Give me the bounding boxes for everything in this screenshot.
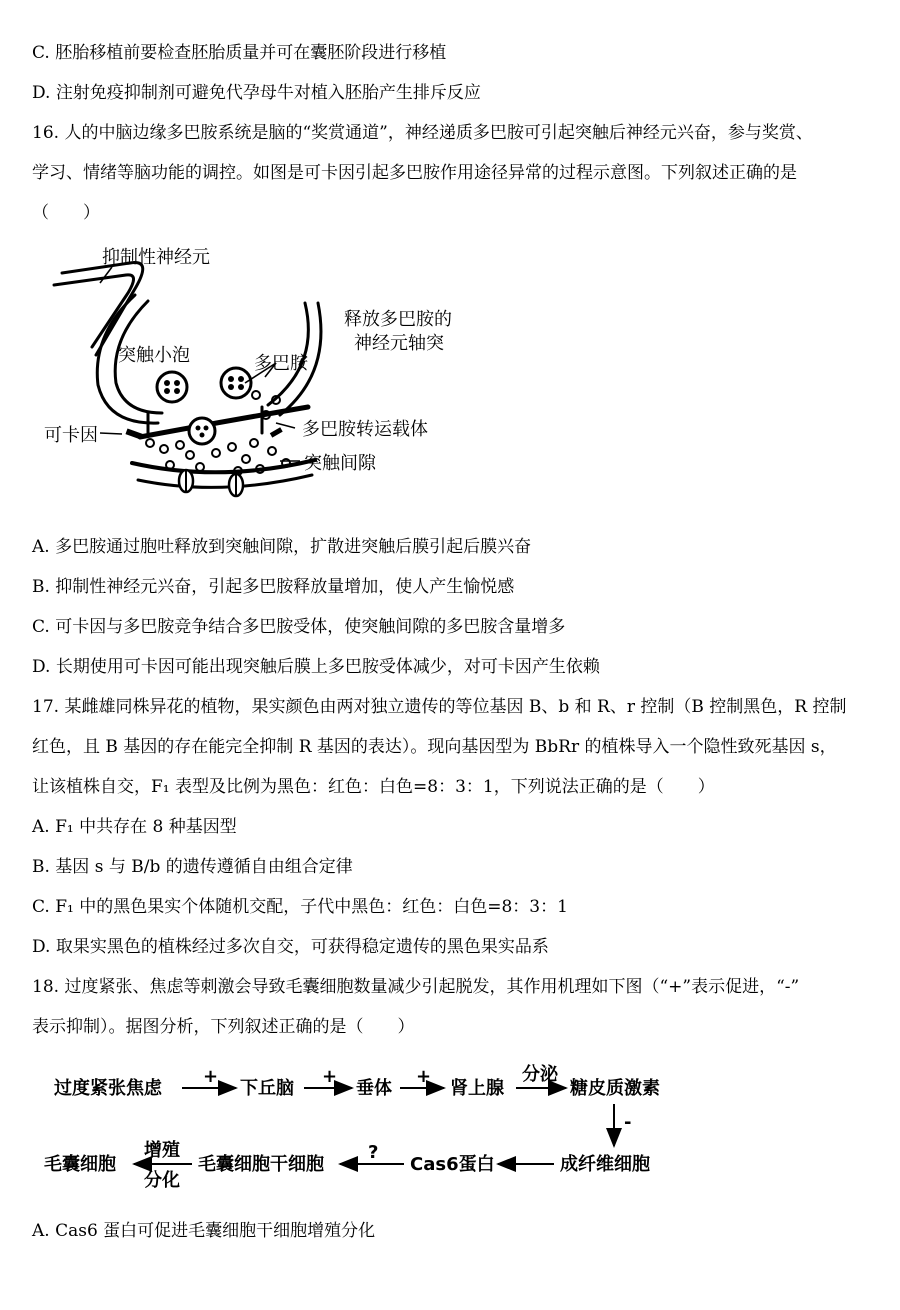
question-18-line2: 表示抑制）。据图分析，下列叙述正确的是（ ） (32, 1017, 415, 1037)
label-cocaine: 可卡因 (44, 425, 98, 446)
label-cleft: 突触间隙 (304, 453, 376, 474)
option-15d: D. 注射免疫抑制剂可避免代孕母牛对植入胚胎产生排斥反应 (32, 83, 481, 103)
sign-plus-1: + (203, 1066, 219, 1087)
hair-loss-flow-diagram (40, 1058, 700, 1198)
label-vesicle: 突触小泡 (118, 345, 190, 366)
question-17-line1: 17. 某雌雄同株异花的植物，果实颜色由两对独立遗传的等位基因 B、b 和 R、r 控制（B 控制黑色，R 控制 (32, 697, 847, 717)
sign-plus-3: + (416, 1066, 432, 1087)
node-hair-stem-cell: 毛囊细胞干细胞 (198, 1154, 324, 1175)
question-16-line1: 16. 人的中脑边缘多巴胺系统是脑的“奖赏通道”，神经递质多巴胺可引起突触后神经元兴奋，参与奖赏、 (32, 123, 813, 143)
question-17-line3: 让该植株自交，F₁ 表型及比例为黑色：红色：白色=8：3：1，下列说法正确的是（ ） (32, 777, 715, 797)
question-16-blank: （ ） (32, 203, 100, 223)
label-transporter: 多巴胺转运载体 (302, 419, 428, 440)
option-17a: A. F₁ 中共存在 8 种基因型 (32, 817, 237, 837)
question-17-line2: 红色，且 B 基因的存在能完全抑制 R 基因的表达）。现向基因型为 BbRr 的植株导入一个隐性致死基因 s， (32, 737, 837, 757)
node-glucocorticoid: 糖皮质激素 (570, 1078, 660, 1099)
node-hair-cell: 毛囊细胞 (44, 1154, 116, 1175)
postsynaptic-membrane-lower (138, 475, 312, 487)
presynaptic-membrane (140, 407, 308, 437)
option-16c: C. 可卡因与多巴胺竞争结合多巴胺受体，使突触间隙的多巴胺含量增多 (32, 617, 566, 637)
label-inhibitory-neuron: 抑制性神经元 (102, 247, 210, 268)
question-16-line2: 学习、情绪等脑功能的调控。如图是可卡因引起多巴胺作用途径异常的过程示意图。下列叙述正确的是 (32, 163, 797, 183)
sign-minus: - (624, 1112, 632, 1133)
option-17c: C. F₁ 中的黑色果实个体随机交配，子代中黑色：红色：白色=8：3：1 (32, 897, 568, 917)
label-dopamine-axon-2: 神经元轴突 (354, 333, 444, 354)
node-stress: 过度紧张焦虑 (54, 1078, 162, 1099)
label-dopamine: 多巴胺 (254, 353, 308, 374)
option-16a: A. 多巴胺通过胞吐释放到突触间隙，扩散进突触后膜引起后膜兴奋 (32, 537, 532, 557)
question-18-line1: 18. 过度紧张、焦虑等刺激会导致毛囊细胞数量减少引起脱发，其作用机理如下图（“+”表示促进，“-” (32, 977, 800, 997)
node-hypothalamus: 下丘脑 (240, 1078, 294, 1099)
node-pituitary: 垂体 (356, 1078, 392, 1099)
option-16b: B. 抑制性神经元兴奋，引起多巴胺释放量增加，使人产生愉悦感 (32, 577, 515, 597)
option-17b: B. 基因 s 与 B/b 的遗传遵循自由组合定律 (32, 857, 353, 877)
option-15c: C. 胚胎移植前要检查胚胎质量并可在囊胚阶段进行移植 (32, 43, 447, 63)
label-secrete: 分泌 (522, 1064, 558, 1085)
node-adrenal: 肾上腺 (450, 1078, 504, 1099)
option-17d: D. 取果实黑色的植株经过多次自交，可获得稳定遗传的黑色果实品系 (32, 937, 549, 957)
synapse-diagram (40, 235, 480, 510)
node-cas6: Cas6蛋白 (410, 1154, 495, 1175)
label-differentiate: 分化 (144, 1170, 180, 1191)
label-proliferate: 增殖 (144, 1140, 180, 1161)
node-fibroblast: 成纤维细胞 (560, 1154, 650, 1175)
option-18a: A. Cas6 蛋白可促进毛囊细胞干细胞增殖分化 (32, 1221, 376, 1241)
sign-plus-2: + (322, 1066, 338, 1087)
sign-unknown: ? (368, 1142, 379, 1163)
label-dopamine-axon-1: 释放多巴胺的 (344, 309, 452, 330)
option-16d: D. 长期使用可卡因可能出现突触后膜上多巴胺受体减少，对可卡因产生依赖 (32, 657, 600, 677)
